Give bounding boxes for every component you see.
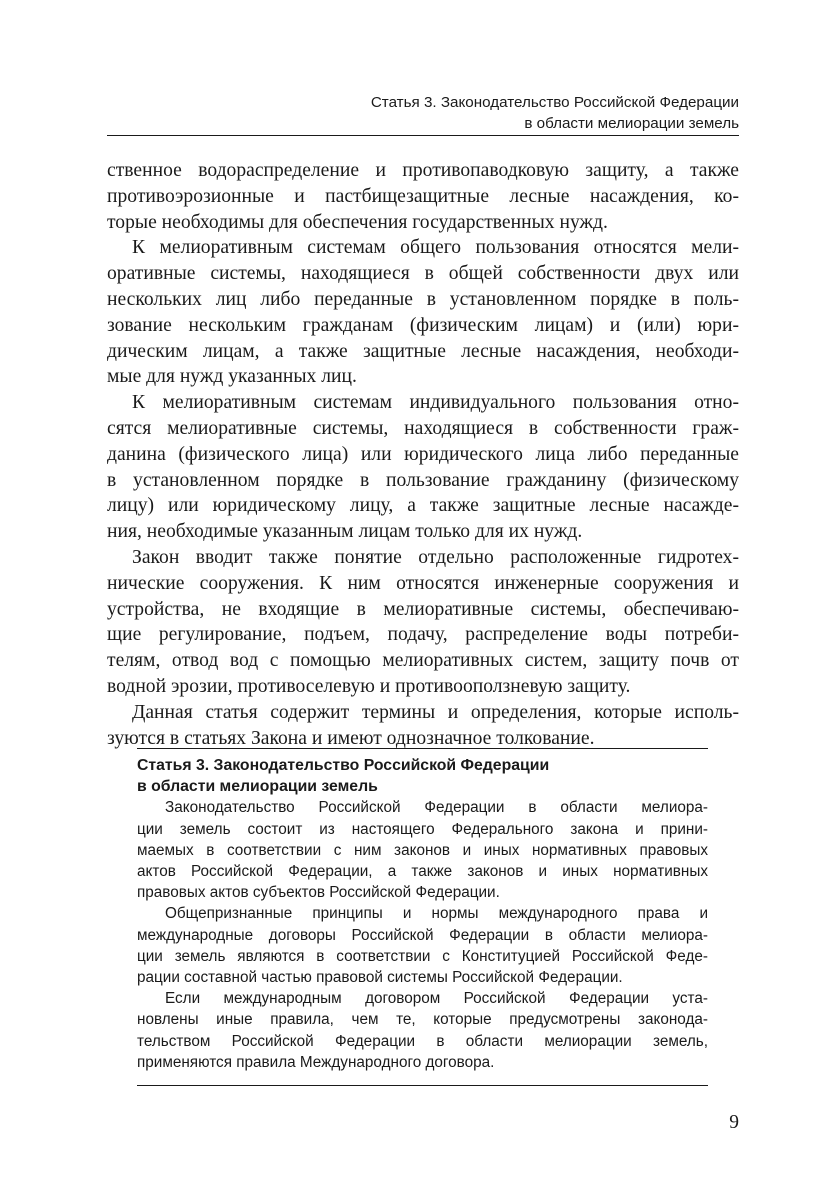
law-box-bottom-rule — [137, 1085, 708, 1086]
body-line: ния, необходимые указанным лицам только для их нужд. — [107, 521, 583, 543]
law-box-line: тельством Российской Федерации в области мелиорации земель, — [137, 1032, 708, 1050]
body-line: ственное водораспределение и противопаводковую защиту, а также — [107, 160, 739, 181]
body-line: мые для нужд указанных лиц. — [107, 366, 357, 388]
law-box — [137, 755, 708, 1073]
body-line: щие регулирование, подъем, подачу, распределение воды потреби- — [107, 624, 739, 646]
law-box-line: рации составной частью правовой системы Российской Федерации. — [137, 969, 623, 987]
body-line: лицу) или юридическому лицу, а также защитные лесные насажде- — [107, 495, 739, 517]
body-text — [107, 158, 739, 751]
body-line: нескольких лиц либо переданные в установленном порядке в поль- — [107, 288, 739, 310]
law-box-line: актов Российской Федерации, а также законов и иных нормативных — [137, 863, 708, 881]
body-line: зование нескольким гражданам (физическим лицам) и (или) юри- — [107, 314, 739, 336]
law-box-line: Общепризнанные принципы и нормы международного права и — [165, 905, 708, 923]
law-box-line: маемых в соответствии с ним законов и иных нормативных правовых — [137, 841, 708, 859]
running-header — [107, 92, 739, 134]
running-header-line-2: в области мелиорации земель — [524, 115, 739, 132]
law-box-title-line-2: в области мелиорации земель — [137, 778, 378, 796]
body-line: зуются в статьях Закона и имеют однозначное толкование. — [107, 727, 595, 749]
running-header-line-1: Статья 3. Законодательство Российской Федерации — [370, 94, 739, 111]
law-box-line: Если международным договором Российской Федерации уста- — [165, 990, 708, 1008]
body-line: дическим лицам, а также защитные лесные насаждения, необходи- — [107, 340, 739, 362]
law-box-line: применяются правила Международного договора. — [137, 1053, 495, 1071]
body-line: нические сооружения. К ним относятся инженерные сооружения и — [107, 572, 739, 594]
body-line: противоэрозионные и пастбищезащитные лесные насаждения, ко- — [107, 185, 739, 207]
law-box-top-rule — [137, 748, 708, 749]
body-line: К мелиоративным системам общего пользования относятся мели- — [132, 237, 739, 259]
body-line: оративные системы, находящиеся в общей собственности двух или — [107, 263, 739, 285]
body-line: К мелиоративным системам индивидуального пользования отно- — [132, 392, 739, 414]
body-line: данина (физического лица) или юридического лица либо переданные — [107, 443, 739, 465]
law-box-title-line-1: Статья 3. Законодательство Российской Федерации — [137, 757, 550, 774]
law-box-line: Законодательство Российской Федерации в области мелиора- — [165, 799, 708, 817]
body-line: телям, отвод вод с помощью мелиоративных систем, защиту почв от — [107, 650, 739, 672]
law-box-line: правовых актов субъектов Российской Федерации. — [137, 884, 500, 902]
page-number: 9 — [729, 1112, 739, 1133]
body-line: Закон вводит также понятие отдельно расположенные гидротех- — [132, 546, 739, 568]
law-box-line: новлены иные правила, чем те, которые предусмотрены законода- — [137, 1011, 708, 1029]
body-line: устройства, не входящие в мелиоративные системы, обеспечиваю- — [107, 598, 739, 620]
body-line: торые необходимы для обеспечения государственных нужд. — [107, 211, 608, 233]
header-rule — [107, 135, 739, 136]
law-box-line: международные договоры Российской Федерации в области мелиора- — [137, 926, 708, 944]
body-line: водной эрозии, противоселевую и противооползневую защиту. — [107, 675, 631, 697]
body-line: Данная статья содержит термины и определения, которые исполь- — [132, 701, 739, 723]
law-box-line: ции земель являются в соответствии с Конституцией Российской Феде- — [137, 947, 708, 965]
body-line: сятся мелиоративные системы, находящиеся в собственности граж- — [107, 417, 739, 439]
body-line: в установленном порядке в пользование гражданину (физическому — [107, 469, 739, 491]
law-box-line: ции земель состоит из настоящего Федерального закона и прини- — [137, 820, 708, 838]
